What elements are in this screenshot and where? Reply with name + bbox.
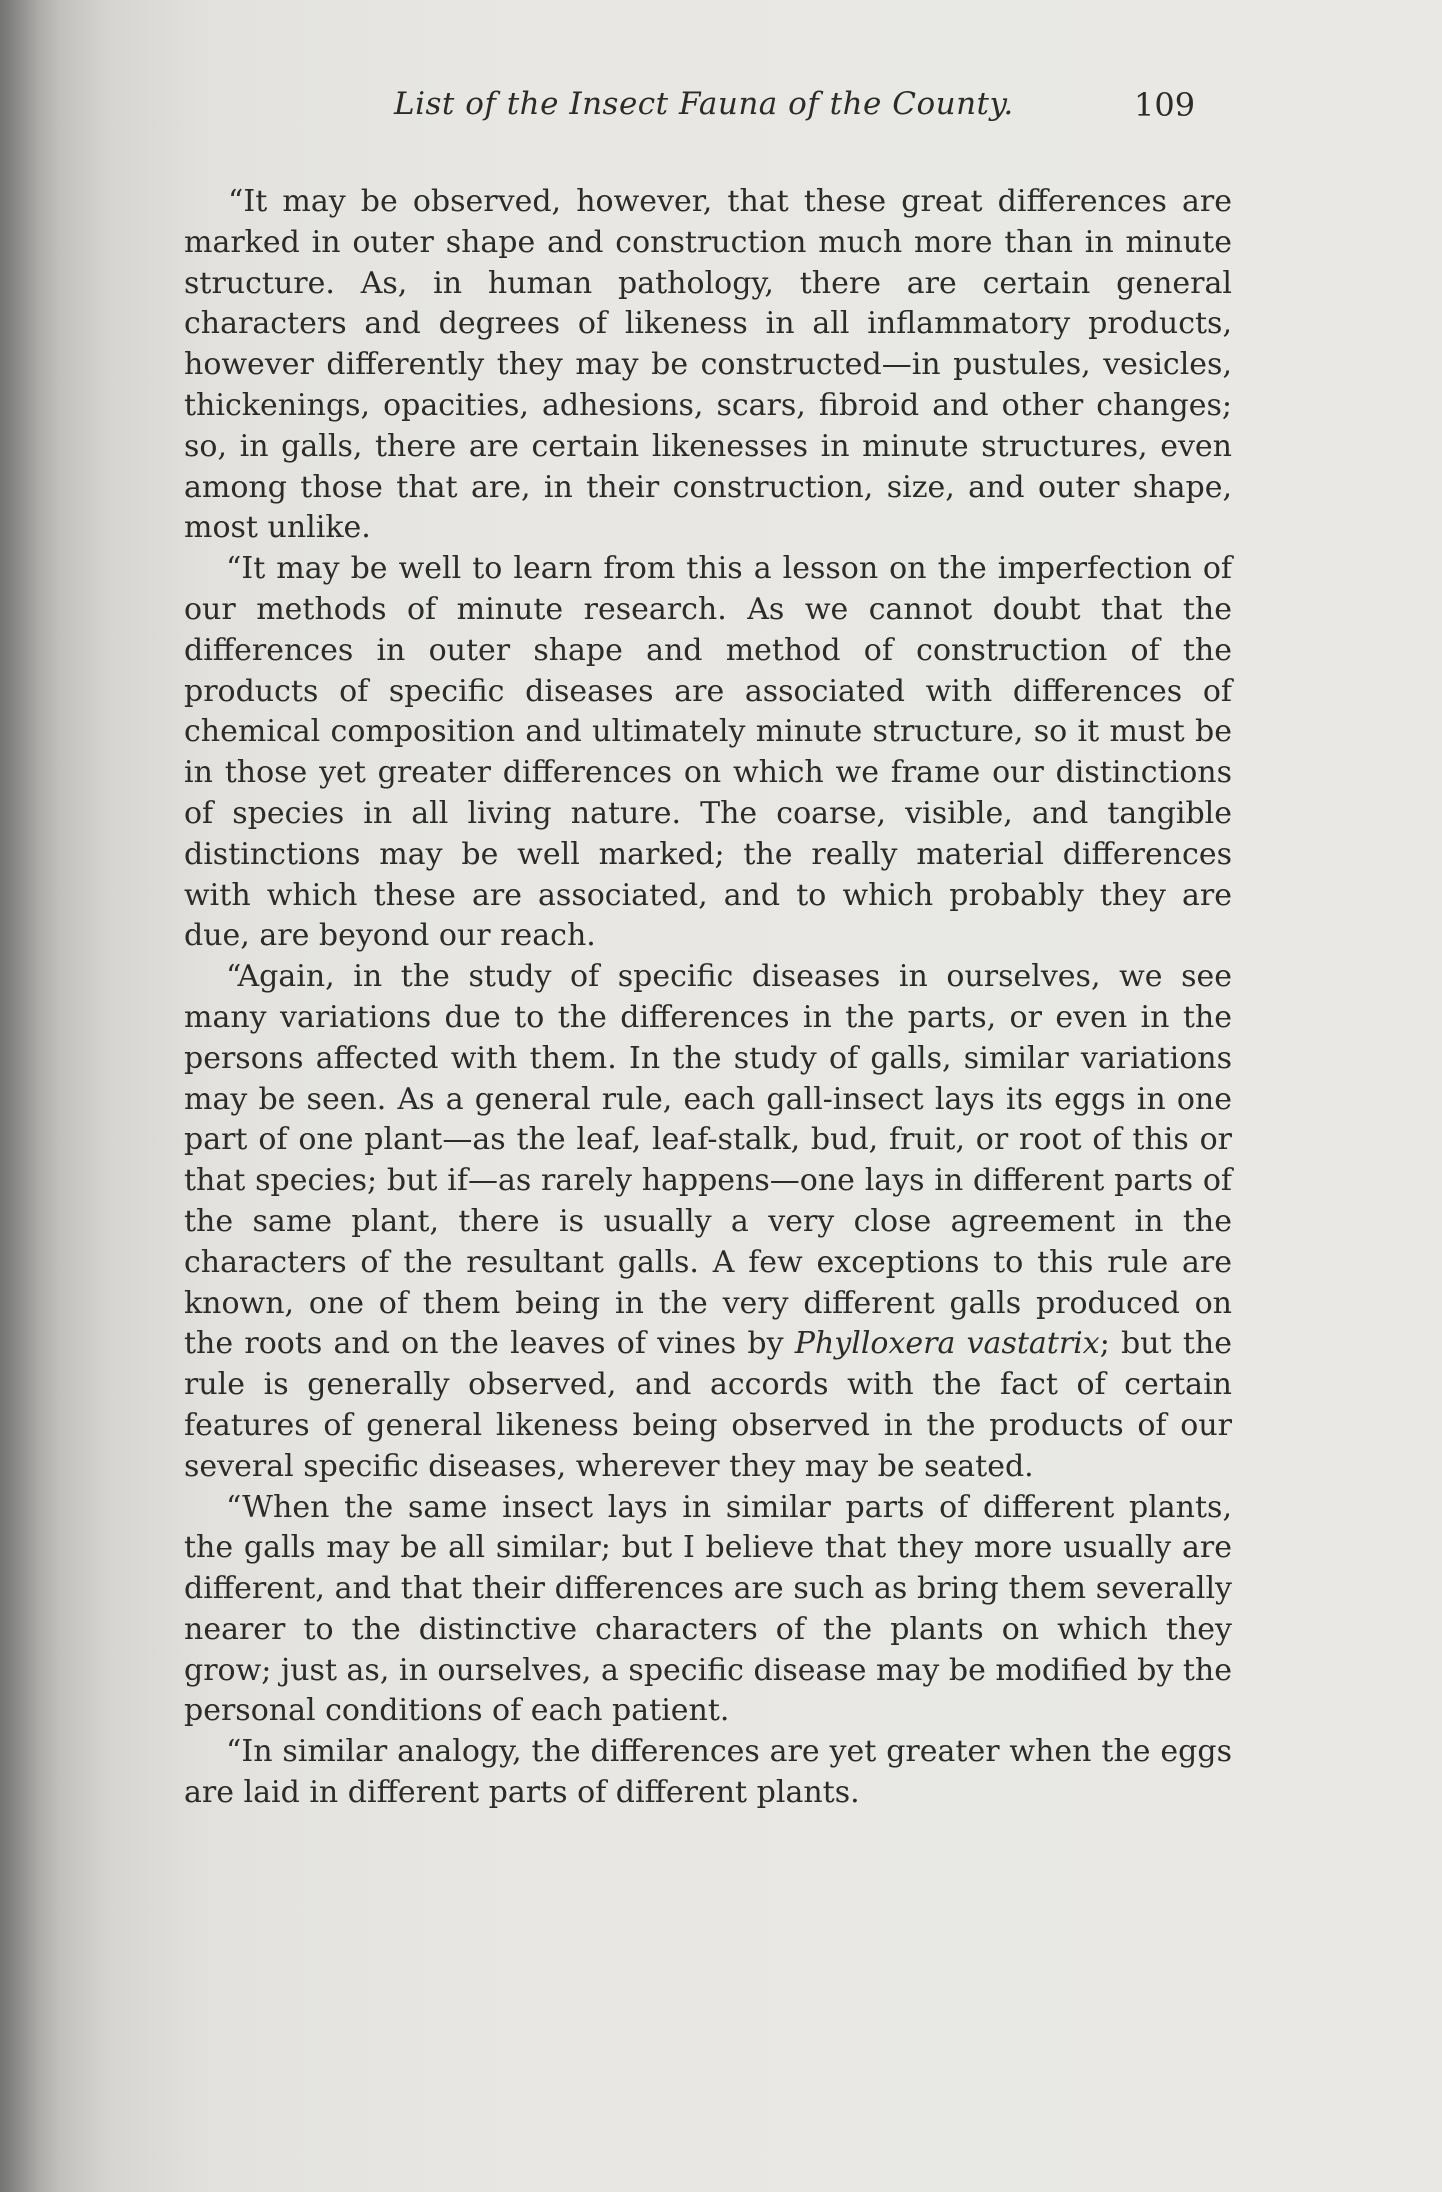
body-text bbox=[184, 182, 1232, 1814]
page-number: 109 bbox=[1134, 86, 1196, 124]
paragraph-3-text-after: ; but the rule is generally observed, and accords with the fact of certain features of general likeness being observed in the products of our several specific diseases, wherever they may be seated. bbox=[184, 1326, 1232, 1484]
page-header bbox=[0, 86, 1442, 136]
species-name: Phylloxera vastatrix bbox=[794, 1326, 1100, 1362]
paragraph-3 bbox=[184, 957, 1232, 1487]
paragraph-2: “It may be well to learn from this a lesson on the imperfection of our methods of minute research. As we cannot doubt that the differences in outer shape and method of construction of the products of specific diseases are associated with differences of chemical composition and ultimately minute structure, so it must be in those yet greater differences on which we frame our distinctions of species in all living nature. The coarse, visible, and tangible distinctions may be well marked; the really material differences with which these are associated, and to which probably they are due, are beyond our reach. bbox=[184, 551, 1232, 954]
paragraph-4: “When the same insect lays in similar parts of different plants, the galls may be all similar; but I believe that they more usually are different, and that their differences are such as bring them severally nearer to the distinctive characters of the plants on which they grow; just as, in ourselves, a specific disease may be modified by the personal conditions of each patient. bbox=[184, 1489, 1232, 1729]
paragraph-1: “It may be observed, however, that these great differences are marked in outer shape and construction much more than in minute structure. As, in human pathology, there are certain general characters and degrees of likeness in all inflammatory products, however differently they may be constructed—in pustules, vesicles, thickenings, opacities, adhesions, scars, fibroid and other changes; so, in galls, there are certain likenesses in minute structures, even among those that are, in their construction, size, and outer shape, most unlike. bbox=[184, 184, 1232, 546]
paragraph-3-text-before: “Again, in the study of specific diseases in ourselves, we see many variations due to the differences in the parts, or even in the persons affected with them. In the study of galls, similar variations may be seen. As a general rule, each gall-insect lays its eggs in one part of one plant—as the leaf, leaf-stalk, bud, fruit, or root of this or that species; but if—as rarely happens—one lays in different parts of the same plant, there is usually a very close agreement in the characters of the resultant galls. A few exceptions to this rule are known, one of them being in the very different galls produced on the roots and on the leaves of vines by bbox=[184, 959, 1232, 1362]
paragraph-5: “In similar analogy, the differences are yet greater when the eggs are laid in different parts of different plants. bbox=[184, 1734, 1232, 1811]
running-title: List of the Insect Fauna of the County. bbox=[394, 86, 1014, 122]
